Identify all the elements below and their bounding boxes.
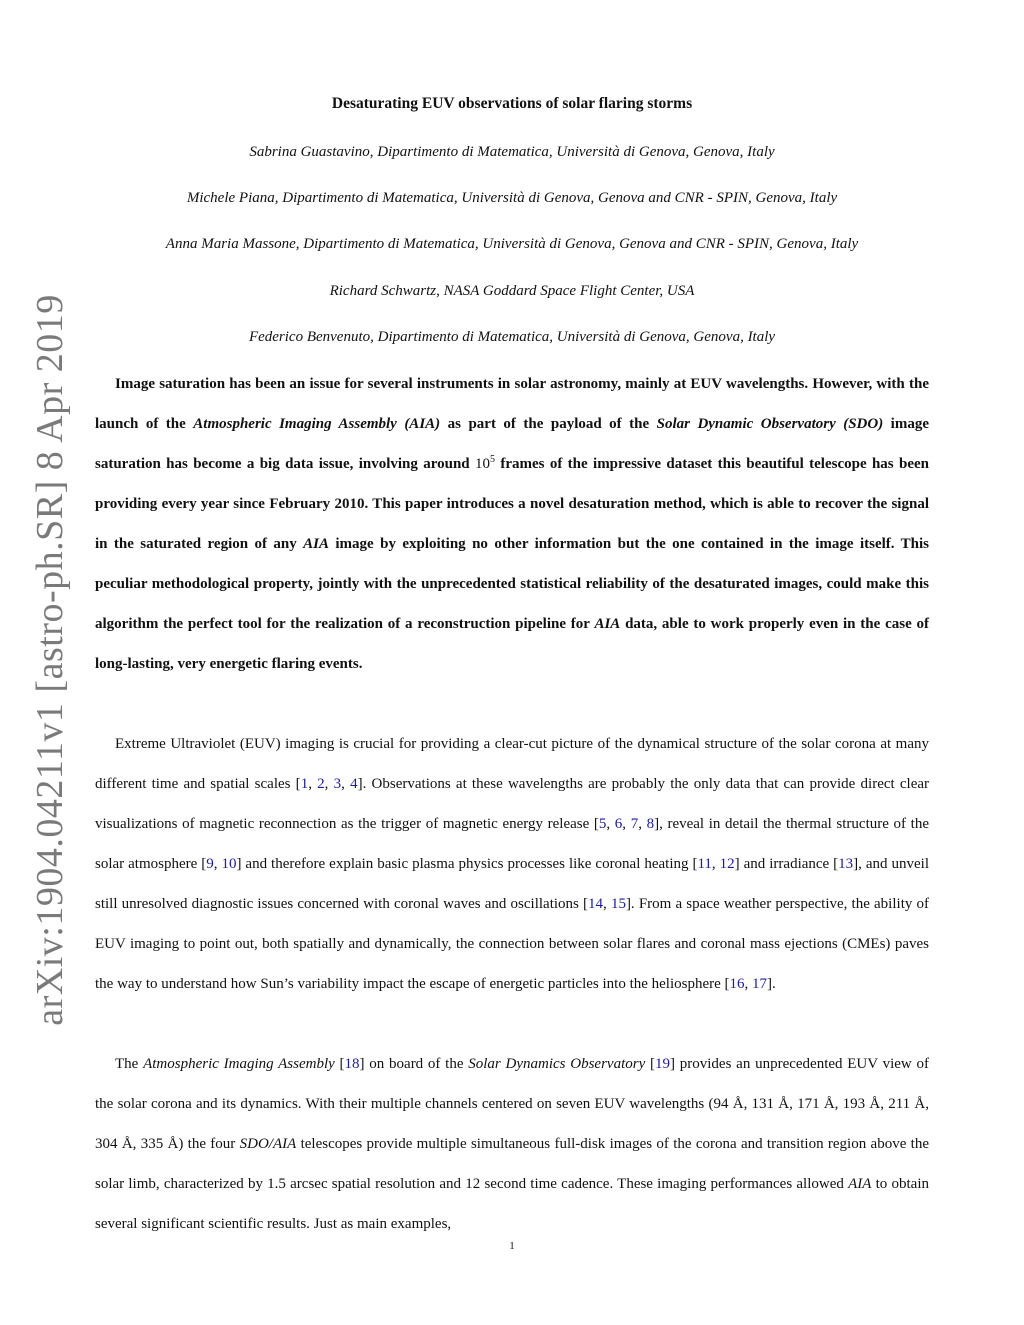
citation-link[interactable]: 7: [630, 816, 639, 832]
page-number: 1: [509, 1240, 515, 1252]
citation-link[interactable]: 16: [729, 976, 745, 992]
citation-link[interactable]: 3: [333, 776, 342, 792]
citation-link[interactable]: 10: [221, 856, 237, 872]
intro-paragraph: Extreme Ultraviolet (EUV) imaging is crucial for providing a clear-cut picture of the dynamical structure of the solar corona at many different time and spatial scales [1, 2, 3, 4]. Observations at these wavelengths are probably the only data that can provide direct clear visualizations of magnetic reconnection as the trigger of magnetic energy release [5, 6, 7, 8], reveal in detail the thermal structure of the solar atmosphere [9, 10] and therefore explain basic plasma physics processes like coronal heating [11, 12] and irradiance [13], and unveil still unresolved diagnostic issues concerned with coronal waves and oscillations [14, 15]. From a space weather perspective, the ability of EUV imaging to point out, both spatially and dynamically, the connection between solar flares and coronal mass ejections (CMEs) paves the way to understand how Sun’s variability impact the escape of energetic particles into the heliosphere [16, 17].: [95, 736, 930, 992]
author-line: Anna Maria Massone, Dipartimento di Matematica, Università di Genova, Genova and CNR - SPIN, Genova, Italy: [165, 236, 859, 252]
citation-link[interactable]: 11: [697, 856, 712, 872]
aia-paragraph: The Atmospheric Imaging Assembly [18] on board of the Solar Dynamics Observatory [19] provides an unprecedented EUV view of the solar corona and its dynamics. With their multiple channels centered on seven EUV wavelengths (94 Å, 131 Å, 171 Å, 193 Å, 211 Å, 304 Å, 335 Å) the four SDO/AIA telescopes provide multiple simultaneous full-disk images of the corona and transition region above the solar limb, characterized by 1.5 arcsec spatial resolution and 12 second time cadence. These imaging performances allowed AIA to obtain several significant scientific results. Just as main examples,: [95, 1056, 929, 1232]
citation-link[interactable]: 18: [344, 1056, 360, 1072]
abstract: Image saturation has been an issue for several instruments in solar astronomy, mainly at EUV wavelengths. However, with the launch of the Atmospheric Imaging Assembly (AIA) as part of the payload of the Solar Dynamic Observatory (SDO) image saturation has become a big data issue, involving around $10^5$ frames of the impressive dataset this beautiful telescope has been providing every year since February 2010. This paper introduces a novel desaturation method, which is able to recover the signal in the saturated region of any AIA image by exploiting no other information but the one contained in the image itself. This peculiar methodological property, jointly with the unprecedented statistical reliability of the desaturated images, could make this algorithm the perfect tool for the realization of a reconstruction pipeline for AIA data, able to work properly even in the case of long-lasting, very energetic flaring events.: [95, 376, 930, 672]
citation-link[interactable]: 8: [646, 816, 655, 832]
citation-link[interactable]: 12: [719, 856, 735, 872]
citation-link[interactable]: 9: [206, 856, 214, 872]
author-line: Michele Piana, Dipartimento di Matematica, Università di Genova, Genova and CNR - SPIN, Genova, Italy: [186, 190, 838, 206]
citation-link[interactable]: 5: [598, 816, 607, 832]
author-line: Richard Schwartz, NASA Goddard Space Flight Center, USA: [329, 283, 695, 299]
citation-link[interactable]: 4: [350, 776, 358, 792]
citation-link[interactable]: 17: [752, 976, 768, 992]
citation-link[interactable]: 6: [614, 816, 623, 832]
citation-link[interactable]: 14: [588, 896, 604, 912]
citation-link[interactable]: 2: [317, 776, 325, 792]
citation-link[interactable]: 15: [610, 896, 626, 912]
author-line: Federico Benvenuto, Dipartimento di Matematica, Università di Genova, Genova, Italy: [248, 329, 776, 345]
frame-count: $10^5$: [475, 454, 495, 472]
citation-link[interactable]: 19: [655, 1056, 670, 1072]
citation-link[interactable]: 13: [838, 856, 854, 872]
author-line: Sabrina Guastavino, Dipartimento di Matematica, Università di Genova, Genova, Italy: [249, 144, 775, 160]
citation-link[interactable]: 1: [300, 776, 309, 792]
paper-title: Desaturating EUV observations of solar flaring storms: [331, 95, 693, 112]
arxiv-id-text: arXiv:1904.04211v1 [astro-ph.SR] 8 Apr 2019: [29, 294, 71, 1026]
